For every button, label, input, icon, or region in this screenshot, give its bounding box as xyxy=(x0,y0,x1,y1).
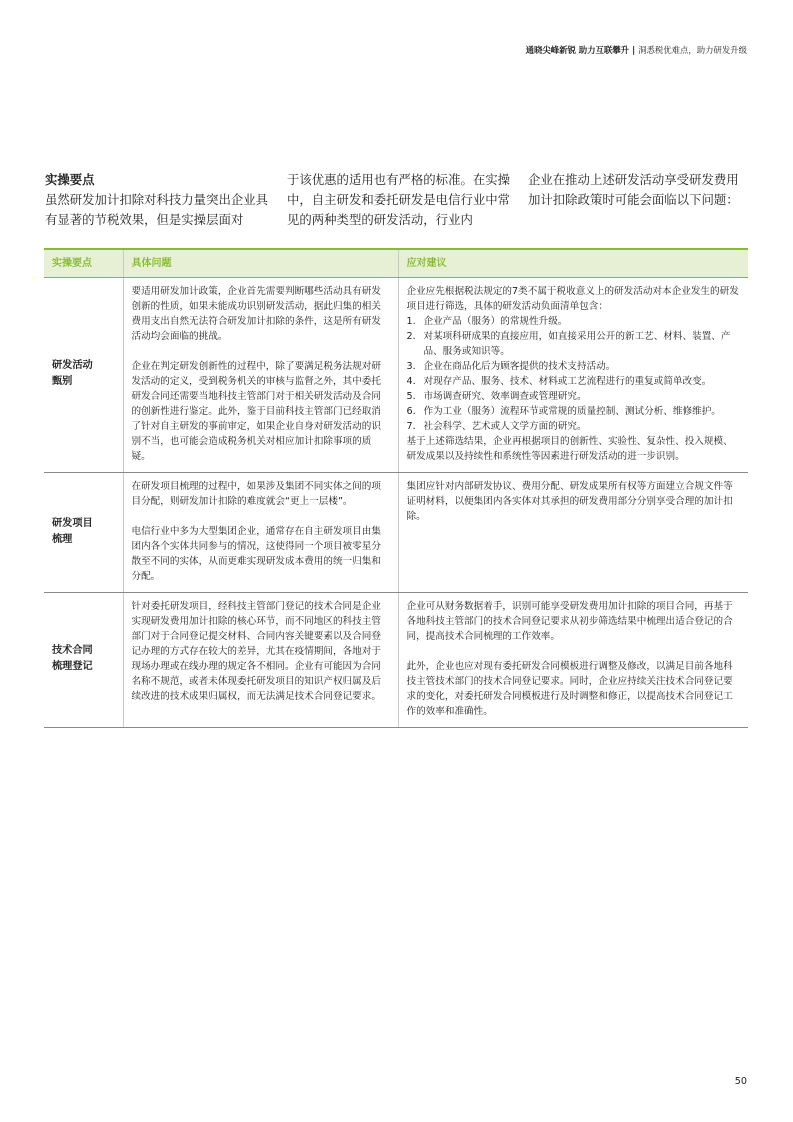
row-label-line: 梳理 xyxy=(52,533,73,545)
row-label-line: 研发活动 xyxy=(52,360,93,371)
section-heading: 实操要点 xyxy=(45,172,95,187)
list-item xyxy=(407,374,741,389)
table-row xyxy=(44,473,748,593)
advice-cell xyxy=(398,473,748,593)
row-label xyxy=(44,278,123,473)
problem-cell xyxy=(123,473,398,593)
row-label-line: 研发项目 xyxy=(52,517,93,529)
problem-paragraph: 电信行业中多为大型集团企业，通常存在自主研发项目由集团内各个实体共同参与的情况，这使得同一个项目被零星分散至不同的实体，从而更难实现研发成本费用的统一归集和分配。 xyxy=(131,526,381,582)
advice-paragraph: 企业应先根据税法规定的7类不属于税收意义上的研发活动对本企业发生的研发项目进行筛选，具体的研发活动负面清单包含： xyxy=(406,286,739,312)
problem-paragraph: 在研发项目梳理的过程中，如果涉及集团不同实体之间的项目分配，则研发加计扣除的难度就会“更上一层楼”。 xyxy=(131,481,381,507)
negative-list xyxy=(407,314,741,434)
intro-column-1 xyxy=(45,170,270,230)
header-subtitle: 洞悉税优难点，助力研发升级 xyxy=(638,45,747,55)
list-text: 企业在商品化后为顾客提供的技术支持活动。 xyxy=(423,361,616,372)
advice-cell xyxy=(398,593,748,728)
list-item xyxy=(407,404,741,419)
page-header xyxy=(526,44,747,56)
table-header-row xyxy=(44,249,748,278)
list-text: 对某项科研成果的直接应用，如直接采用公开的新工艺、材料、装置、产品、服务或知识等。 xyxy=(423,331,731,357)
list-item xyxy=(407,419,741,434)
header-separator: | xyxy=(632,45,636,55)
problem-paragraph: 针对委托研发项目，经科技主管部门登记的技术合同是企业实现研发费用加计扣除的核心环节，而不同地区的科技主管部门对于合同登记提交材料、合同内容关键要素以及合同登记办理的方式存在较大的差异，尤其在疫情期间，各地对于现场办理或在线办理的规定各不相同。企业有可能因为合同名称不规范，或者未体现委托研发项目的知识产权归属及后续改进的技术成果归属权，而无法满足技术合同登记要求。 xyxy=(131,601,381,702)
list-item xyxy=(407,329,741,359)
row-label-line: 技术合同 xyxy=(52,645,93,656)
advice-paragraph: 集团应针对内部研发协议、费用分配、研发成果所有权等方面建立合规文件等证明材料，以便集团内各实体对其承担的研发费用部分分别享受合理的加计扣除。 xyxy=(406,481,733,522)
intro-text-2: 于该优惠的适用也有严格的标准。在实操中，自主研发和委托研发是电信行业中常见的两种类型的研发活动，行业内 xyxy=(287,172,511,227)
row-label-line: 梳理登记 xyxy=(52,661,93,672)
list-text: 对现存产品、服务、技术、材料或工艺流程进行的重复或简单改变。 xyxy=(423,376,712,387)
list-text: 市场调查研究、效率调查或管理研究。 xyxy=(423,391,587,402)
list-number: 2. xyxy=(406,331,416,342)
row-label xyxy=(44,593,123,728)
header-cell-advice: 应对建议 xyxy=(398,249,748,278)
list-number: 3. xyxy=(406,361,416,372)
table-row xyxy=(44,278,748,473)
problem-cell xyxy=(123,278,398,473)
row-label xyxy=(44,473,123,593)
problem-paragraph: 要适用研发加计政策，企业首先需要判断哪些活动具有研发创新的性质，如果未能成功识别研发活动，据此归集的相关费用支出自然无法符合研发加计扣除的条件，这是所有研发活动均会面临的挑战。 xyxy=(131,286,381,342)
list-text: 企业产品（服务）的常规性升级。 xyxy=(423,316,568,327)
list-number: 7. xyxy=(406,421,416,432)
header-cell-issue: 具体问题 xyxy=(123,249,398,278)
intro-column-2 xyxy=(287,170,513,230)
intro-text-1: 虽然研发加计扣除对科技力量突出企业具有显著的节税效果，但是实操层面对 xyxy=(45,192,269,227)
intro-text-3: 企业在推动上述研发活动享受研发费用加计扣除政策时可能会面临以下问题： xyxy=(528,172,739,207)
list-number: 4. xyxy=(406,376,416,387)
header-title: 通晓尖峰新锐 助力互联攀升 xyxy=(525,45,630,55)
list-item xyxy=(407,314,741,329)
list-item xyxy=(407,389,741,404)
list-number: 5. xyxy=(406,391,416,402)
list-text: 作为工业（服务）流程环节或常规的质量控制、测试分析、维修维护。 xyxy=(423,406,721,417)
table-row xyxy=(44,593,748,728)
intro-column-3 xyxy=(528,170,750,210)
practice-table xyxy=(44,248,748,728)
list-number: 6. xyxy=(406,406,416,417)
problem-cell xyxy=(123,593,398,728)
advice-paragraph: 基于上述筛选结果，企业再根据项目的创新性、实验性、复杂性、投入规模、研发成果以及持续性和系统性等因素进行研发活动的进一步识别。 xyxy=(406,436,733,462)
advice-paragraph: 企业可从财务数据着手，识别可能享受研发费用加计扣除的项目合同，再基于各地科技主管部门的技术合同登记要求从初步筛选结果中梳理出适合登记的合同，提高技术合同梳理的工作效率。 xyxy=(406,601,733,642)
list-item xyxy=(407,359,741,374)
problem-paragraph: 企业在判定研发创新性的过程中，除了要满足税务法规对研发活动的定义，受到税务机关的审核与监督之外，其中委托研发合同还需要当地科技主管部门对于相关研发活动及合同的创新性进行鉴定。此外，鉴于目前科技主管部门已经取消了针对自主研发的事前审定，如果企业自身对研发活动的识别不当，也可能会造成税务机关对相应加计扣除事项的质疑。 xyxy=(131,361,381,462)
header-cell-point: 实操要点 xyxy=(44,249,123,278)
list-number: 1. xyxy=(406,316,416,327)
row-label-line: 甄别 xyxy=(52,376,73,387)
advice-paragraph: 此外，企业也应对现有委托研发合同模板进行调整及修改，以满足目前各地科技主管技术部门的技术合同登记要求。同时，企业应持续关注技术合同登记要求的变化，对委托研发合同模板进行及时调整和修正，以提高技术合同登记工作的效率和准确性。 xyxy=(406,661,733,717)
page-number: 50 xyxy=(734,1076,747,1087)
advice-cell xyxy=(398,278,748,473)
list-text: 社会科学、艺术或人文学方面的研究。 xyxy=(423,421,587,432)
